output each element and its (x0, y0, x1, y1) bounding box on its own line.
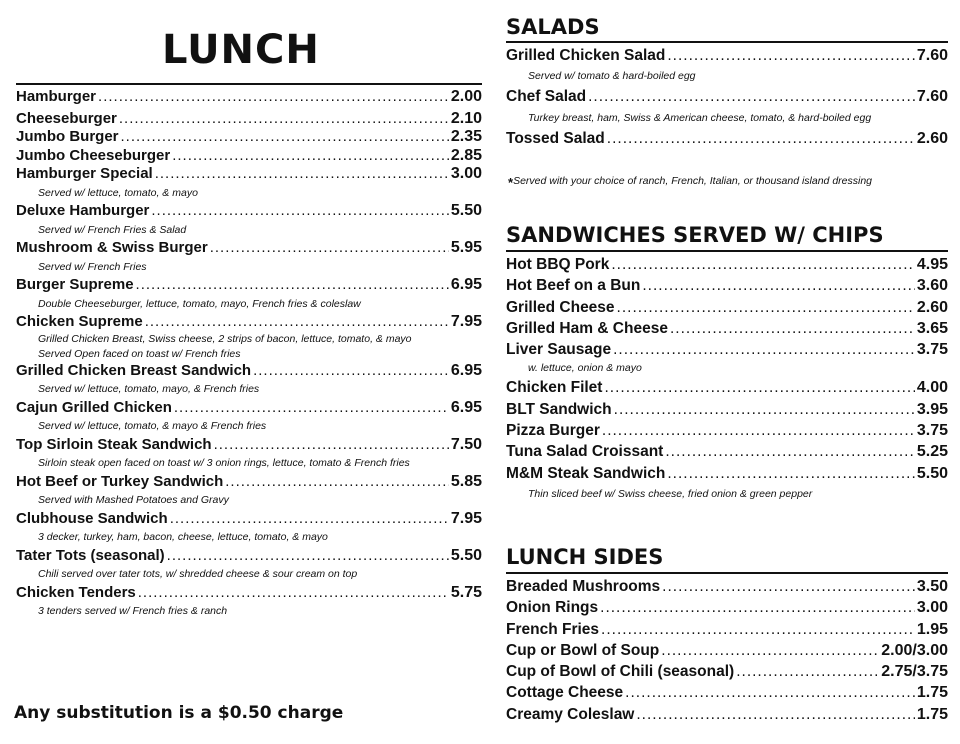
item-description: Served w/ tomato & hard-boiled egg (528, 70, 696, 83)
menu-item: Chicken Filet ..... 4.00 (506, 377, 948, 398)
item-description: Chili served over tater tots, w/ shredded cheese & sour cream on top (38, 568, 358, 580)
menu-item: Jumbo Burger ..... 2.35 (16, 128, 482, 147)
lunch-divider (16, 83, 482, 85)
sides-heading: LUNCH SIDES (506, 545, 664, 569)
menu-item: Hot Beef or Turkey Sandwich ..... 5.85 (16, 473, 482, 492)
menu-item: Burger Supreme ..... 6.95 (16, 276, 482, 295)
salads-divider (506, 41, 948, 43)
menu-item: Jumbo Cheeseburger ..... 2.85 (16, 147, 482, 166)
item-description: 3 tenders served w/ French fries & ranch (38, 605, 228, 617)
menu-item: BLT Sandwich ..... 3.95 (506, 399, 948, 420)
menu-item: Tater Tots (seasonal) ..... 5.50 (16, 547, 482, 566)
item-description: Served w/ lettuce, tomato, & mayo & French fries (38, 420, 267, 432)
menu-item: Liver Sausage ..... 3.75 (506, 339, 948, 360)
sandwiches-heading: SANDWICHES SERVED W/ CHIPS (506, 223, 884, 247)
item-description: Thin sliced beef w/ Swiss cheese, fried onion & green pepper (528, 487, 813, 500)
item-description: Served w/ lettuce, tomato, mayo, & French fries (38, 383, 260, 395)
menu-item: Chef Salad ..... 7.60 (506, 86, 948, 107)
menu-item: Clubhouse Sandwich ..... 7.95 (16, 510, 482, 529)
menu-item: Mushroom & Swiss Burger ..... 5.95 (16, 239, 482, 258)
menu-item: Grilled Chicken Breast Sandwich ..... 6.95 (16, 362, 482, 381)
item-description: Served w/ French Fries (38, 260, 147, 273)
item-description: Served Open faced on toast w/ French fries (38, 347, 241, 360)
item-description: Served w/ French Fries & Salad (38, 223, 187, 236)
menu-item: Cheeseburger ..... 2.10 (16, 110, 482, 129)
menu-item: Pizza Burger ..... 3.75 (506, 420, 948, 441)
item-description: Sirloin steak open faced on toast w/ 3 onion rings, lettuce, tomato & French fries (38, 457, 410, 469)
item-description: Double Cheeseburger, lettuce, tomato, mayo, French fries & coleslaw (38, 297, 361, 310)
item-description: 3 decker, turkey, ham, bacon, cheese, lettuce, tomato, & mayo (38, 531, 328, 543)
sandwiches-divider (506, 250, 948, 252)
substitution-note: Any substitution is a $0.50 charge (14, 703, 344, 723)
menu-item: Hamburger ..... 2.00 (16, 88, 482, 107)
item-description: Served w/ lettuce, tomato, & mayo (38, 186, 198, 199)
menu-item: Cup of Bowl of Chili (seasonal) ..... 2.75/3.75 (506, 661, 948, 682)
menu-item: Hot Beef on a Bun ..... 3.60 (506, 275, 948, 296)
sides-items (506, 576, 948, 725)
menu-item: Creamy Coleslaw ..... 1.75 (506, 704, 948, 725)
menu-item: Tossed Salad ..... 2.60 (506, 128, 948, 149)
item-description: Turkey breast, ham, Swiss & American cheese, tomato, & hard-boiled egg (528, 111, 872, 124)
menu-item: Chicken Tenders ..... 5.75 (16, 584, 482, 603)
menu-item: Tuna Salad Croissant ..... 5.25 (506, 441, 948, 462)
menu-item: Hot BBQ Pork ..... 4.95 (506, 254, 948, 275)
menu-item: Cajun Grilled Chicken ..... 6.95 (16, 399, 482, 418)
menu-item: Grilled Ham & Cheese ..... 3.65 (506, 318, 948, 339)
menu-item: Onion Rings ..... 3.00 (506, 597, 948, 618)
menu-item: Top Sirloin Steak Sandwich ..... 7.50 (16, 436, 482, 455)
menu-item: Grilled Cheese ..... 2.60 (506, 297, 948, 318)
salads-items (506, 45, 948, 149)
item-description: Grilled Chicken Breast, Swiss cheese, 2 strips of bacon, lettuce, tomato, & mayo (38, 332, 412, 345)
item-description: w. lettuce, onion & mayo (528, 362, 642, 375)
menu-item: Chicken Supreme ..... 7.95 (16, 313, 482, 332)
lunch-title: LUNCH (162, 27, 320, 73)
sides-divider (506, 572, 948, 574)
menu-item: Breaded Mushrooms ..... 3.50 (506, 576, 948, 597)
menu-item: Hamburger Special ..... 3.00 (16, 165, 482, 184)
menu-item: Grilled Chicken Salad ..... 7.60 (506, 45, 948, 66)
item-description: Served with Mashed Potatoes and Gravy (38, 494, 229, 506)
menu-item: Cup or Bowl of Soup ..... 2.00/3.00 (506, 640, 948, 661)
menu-item: Cottage Cheese ..... 1.75 (506, 682, 948, 703)
salads-heading: SALADS (506, 15, 600, 39)
dressing-note: *Served with your choice of ranch, French, Italian, or thousand island dressing (508, 175, 873, 190)
menu-item: Deluxe Hamburger ..... 5.50 (16, 202, 482, 221)
sandwiches-items (506, 254, 948, 504)
menu-item: French Fries ..... 1.95 (506, 619, 948, 640)
lunch-items (16, 88, 482, 621)
menu-item: M&M Steak Sandwich ..... 5.50 (506, 463, 948, 484)
